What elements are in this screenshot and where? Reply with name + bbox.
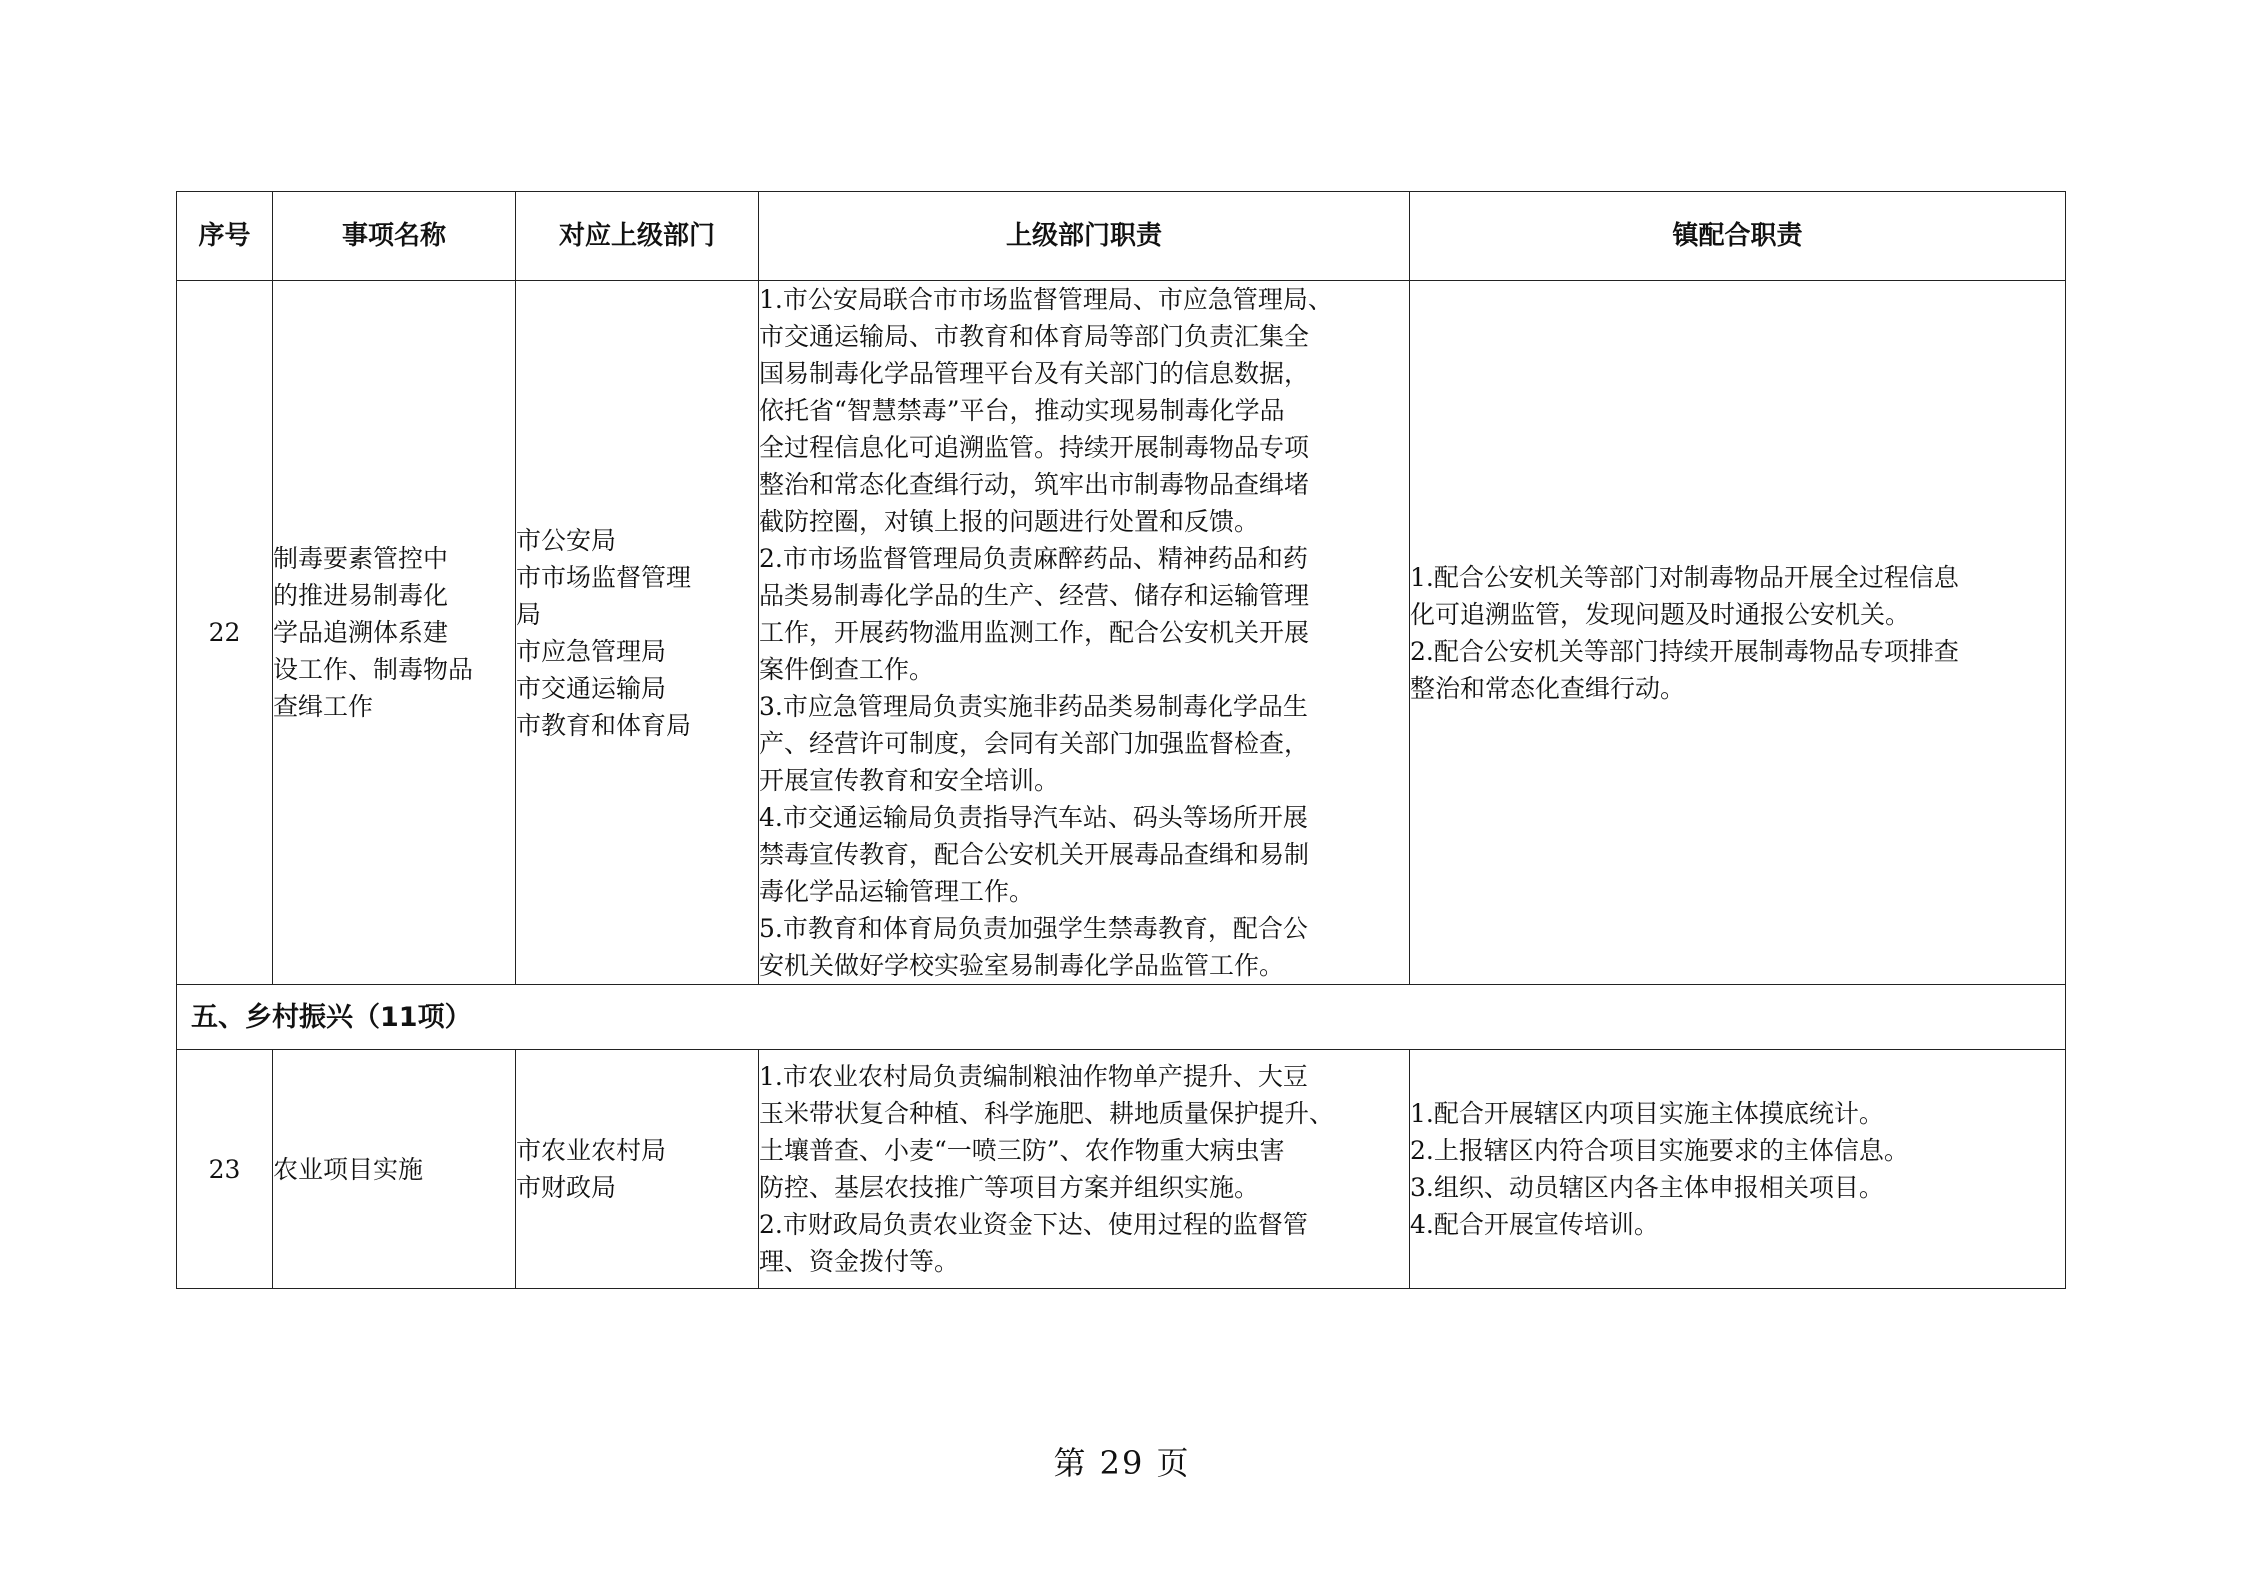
header-duty: 上级部门职责 <box>759 192 1410 281</box>
section-heading-row <box>177 985 2066 1050</box>
town-duties <box>1410 281 2066 985</box>
text-line: 3.组织、动员辖区内各主体申报相关项目。 <box>1410 1173 1884 1202</box>
header-dept: 对应上级部门 <box>516 192 759 281</box>
row-number: 22 <box>177 281 273 985</box>
text-line: 局 <box>516 599 542 629</box>
text-line: 化可追溯监管，发现问题及时通报公安机关。 <box>1410 599 1911 629</box>
text-line: 安机关做好学校实验室易制毒化学品监管工作。 <box>759 951 1285 980</box>
table-row <box>177 1050 2066 1289</box>
text-line: 全过程信息化可追溯监管。持续开展制毒物品专项 <box>759 433 1310 462</box>
text-line: 市交通运输局 <box>516 673 667 703</box>
table-header-row <box>177 192 2066 281</box>
page-number: 第 29 页 <box>1053 1444 1191 1482</box>
text-line: 开展宣传教育和安全培训。 <box>759 766 1060 795</box>
superior-departments <box>516 281 759 985</box>
text-line: 国易制毒化学品管理平台及有关部门的信息数据， <box>759 359 1310 388</box>
text-line: 理、资金拨付等。 <box>759 1247 960 1276</box>
superior-departments <box>516 1050 759 1289</box>
text-line: 2.上报辖区内符合项目实施要求的主体信息。 <box>1410 1136 1909 1165</box>
text-line: 毒化学品运输管理工作。 <box>759 877 1035 906</box>
text-line: 4.市交通运输局负责指导汽车站、码头等场所开展 <box>759 803 1308 832</box>
text-line: 整治和常态化查缉行动。 <box>1410 673 1686 703</box>
text-line: 制毒要素管控中 <box>273 544 449 573</box>
text-line: 1.市公安局联合市市场监督管理局、市应急管理局、 <box>759 285 1333 314</box>
text-line: 学品追溯体系建 <box>273 618 449 647</box>
text-line: 5.市教育和体育局负责加强学生禁毒教育，配合公 <box>759 914 1308 943</box>
text-line: 2.市财政局负责农业资金下达、使用过程的监督管 <box>759 1210 1308 1239</box>
superior-duties <box>759 1050 1410 1289</box>
text-line: 市财政局 <box>516 1173 617 1202</box>
text-line: 市教育和体育局 <box>516 710 692 740</box>
text-line: 市公安局 <box>516 525 617 555</box>
text-line: 依托省“智慧禁毒”平台，推动实现易制毒化学品 <box>759 396 1285 425</box>
text-line: 工作，开展药物滥用监测工作，配合公安机关开展 <box>759 618 1310 647</box>
text-line: 查缉工作 <box>273 692 374 721</box>
table-row <box>177 281 2066 985</box>
text-line: 市农业农村局 <box>516 1136 667 1165</box>
text-line: 截防控圈，对镇上报的问题进行处置和反馈。 <box>759 507 1260 536</box>
text-line: 土壤普查、小麦“一喷三防”、农作物重大病虫害 <box>759 1136 1285 1165</box>
text-line: 2.配合公安机关等部门持续开展制毒物品专项排查 <box>1410 636 1959 666</box>
header-town: 镇配合职责 <box>1410 192 2066 281</box>
header-name: 事项名称 <box>273 192 516 281</box>
section-title: 五、乡村振兴（11项） <box>177 985 2066 1050</box>
text-line: 产、经营许可制度，会同有关部门加强监督检查， <box>759 729 1310 758</box>
superior-duties <box>759 281 1410 985</box>
text-line: 3.市应急管理局负责实施非药品类易制毒化学品生 <box>759 692 1308 721</box>
text-line: 玉米带状复合种植、科学施肥、耕地质量保护提升、 <box>759 1099 1335 1128</box>
town-duties <box>1410 1050 2066 1289</box>
text-line: 1.配合公安机关等部门对制毒物品开展全过程信息 <box>1410 562 1959 592</box>
text-line: 1.市农业农村局负责编制粮油作物单产提升、大豆 <box>759 1062 1308 1091</box>
text-line: 4.配合开展宣传培训。 <box>1410 1210 1659 1239</box>
text-line: 设工作、制毒物品 <box>273 655 474 684</box>
text-line: 1.配合开展辖区内项目实施主体摸底统计。 <box>1410 1099 1884 1128</box>
text-line: 市市场监督管理 <box>516 562 692 592</box>
text-line: 的推进易制毒化 <box>273 581 449 610</box>
header-no: 序号 <box>177 192 273 281</box>
text-line: 2.市市场监督管理局负责麻醉药品、精神药品和药 <box>759 544 1308 573</box>
text-line: 市交通运输局、市教育和体育局等部门负责汇集全 <box>759 322 1310 351</box>
text-line: 禁毒宣传教育，配合公安机关开展毒品查缉和易制 <box>759 840 1310 869</box>
text-line: 整治和常态化查缉行动，筑牢出市制毒物品查缉堵 <box>759 470 1310 499</box>
text-line: 防控、基层农技推广等项目方案并组织实施。 <box>759 1173 1260 1202</box>
item-name <box>273 281 516 985</box>
duty-table <box>176 191 2066 1289</box>
text-line: 品类易制毒化学品的生产、经营、储存和运输管理 <box>759 581 1310 610</box>
row-number: 23 <box>177 1050 273 1289</box>
text-line: 案件倒查工作。 <box>759 655 935 684</box>
text-line: 农业项目实施 <box>273 1154 424 1184</box>
text-line: 市应急管理局 <box>516 636 667 666</box>
item-name <box>273 1050 516 1289</box>
